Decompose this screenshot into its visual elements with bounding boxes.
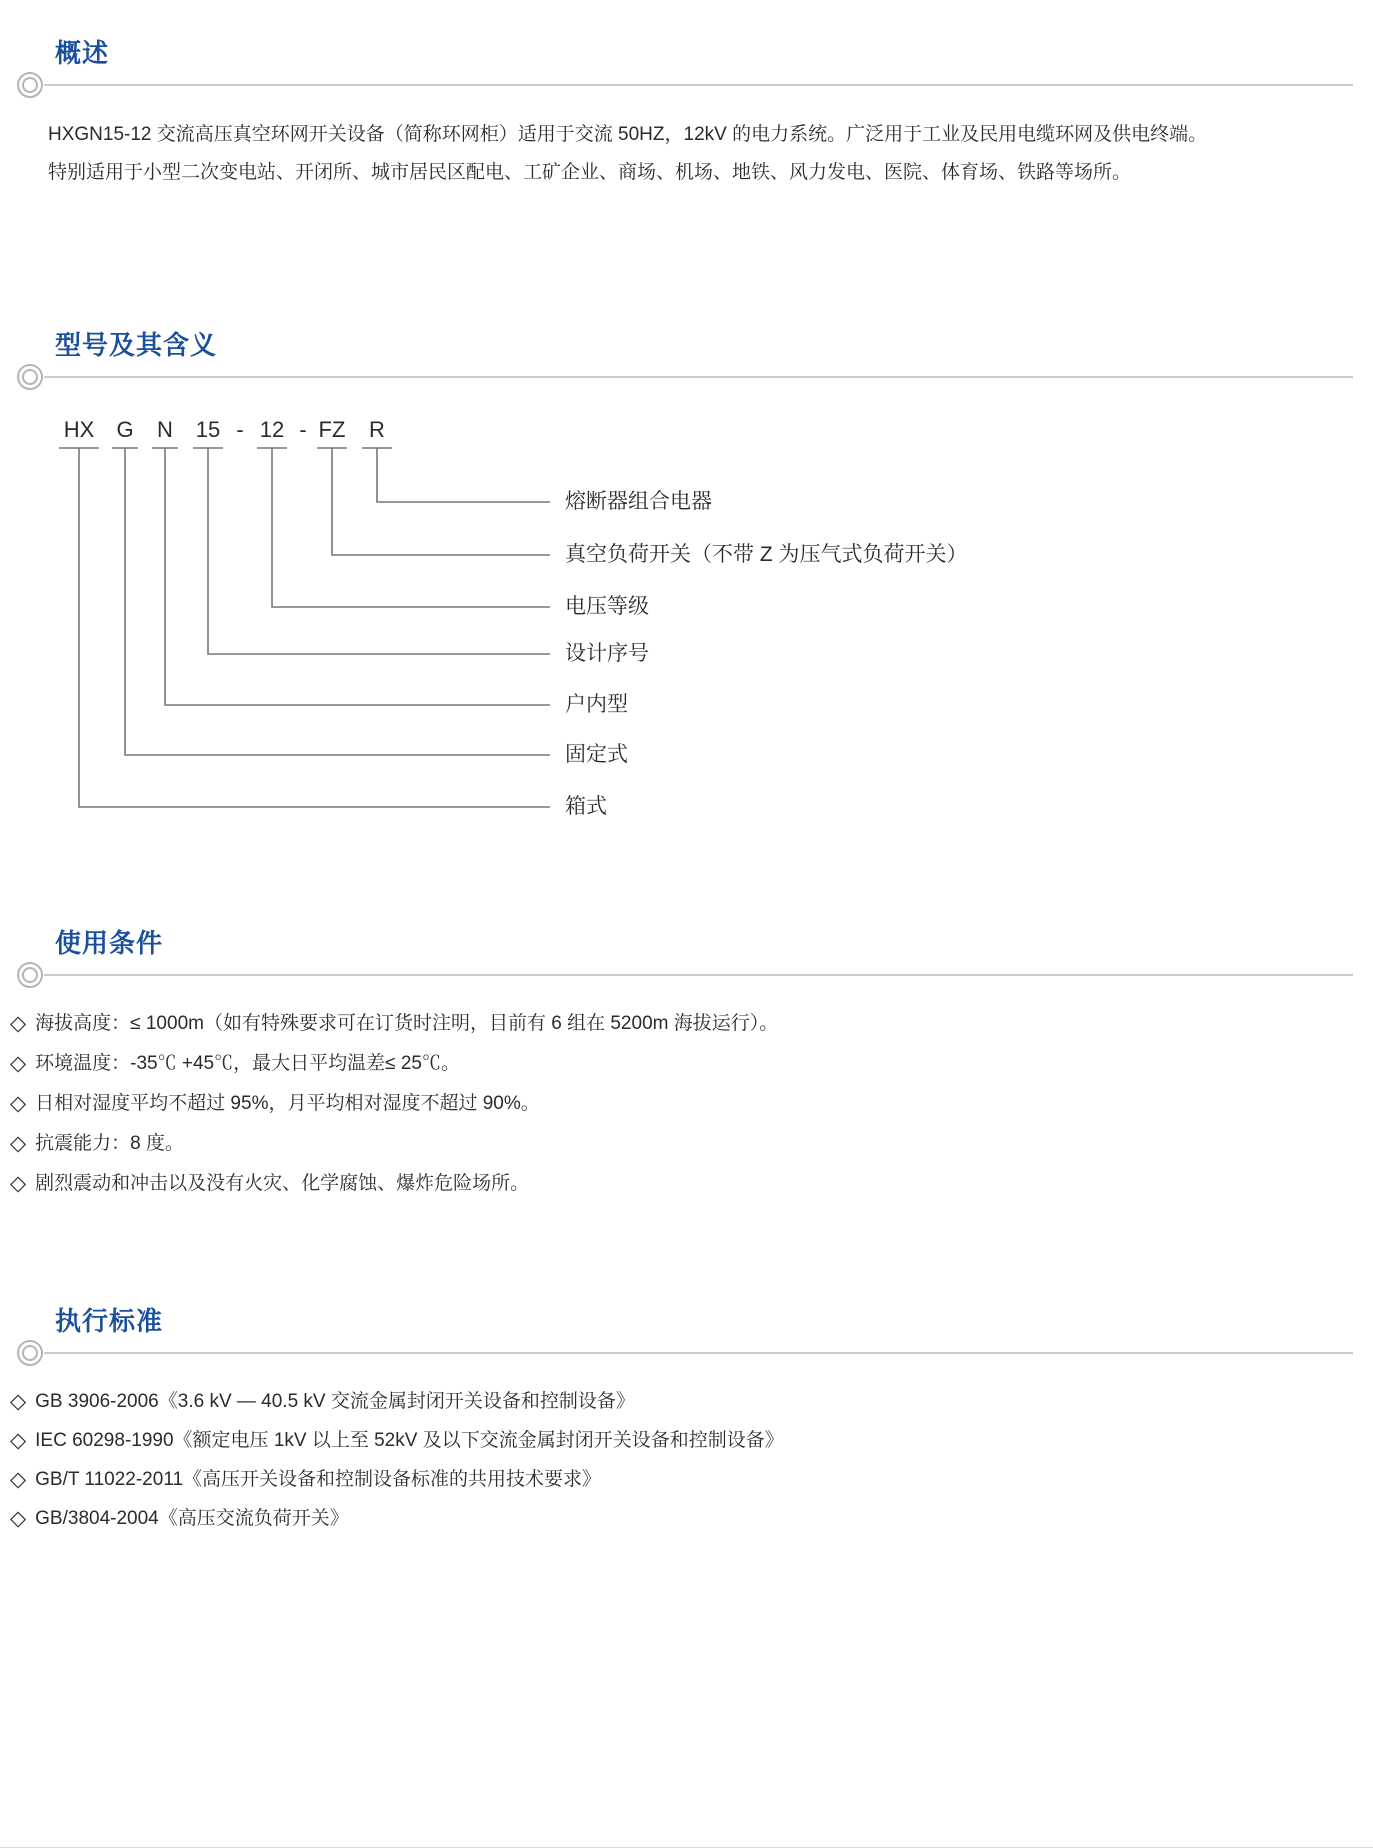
model-code-separator: - [299,417,307,442]
section-divider [0,1340,1373,1366]
model-code-meaning-label: 电压等级 [565,595,649,618]
standard-text: GB/3804-2004《高压交流负荷开关》 [35,1508,349,1529]
list-item [10,1044,1343,1084]
standards-list [0,1382,1373,1538]
list-item [10,1421,1343,1460]
diamond-bullet-icon: ◇ [10,1092,27,1115]
section-model-designation [0,328,1373,838]
list-item [10,1084,1343,1124]
section-divider [0,72,1373,98]
ring-decoration-icon [17,72,43,98]
model-code-separator: - [236,417,244,442]
model-code-part: FZ [318,417,346,442]
model-code-meaning-label: 箱式 [565,795,607,818]
list-item [10,1382,1343,1421]
section-title-model: 型号及其含义 [55,330,218,360]
condition-text: 抗震能力：8 度。 [35,1133,185,1154]
section-title-standards: 执行标准 [55,1306,164,1336]
model-code-part: 15 [195,417,221,442]
section-title-conditions: 使用条件 [55,928,164,958]
standard-text: GB 3906-2006《3.6 kV — 40.5 kV 交流金属封闭开关设备和控制设备》 [35,1391,635,1412]
condition-text: 剧烈震动和冲击以及没有火灾、化学腐蚀、爆炸危险场所。 [35,1173,530,1194]
diamond-bullet-icon: ◇ [10,1507,27,1530]
section-overview [0,36,1373,192]
model-code-meaning-label: 真空负荷开关（不带 Z 为压气式负荷开关） [565,543,968,566]
diamond-bullet-icon: ◇ [10,1172,27,1195]
list-item [10,1460,1343,1499]
divider-line [44,974,1353,976]
condition-text: 环境温度：-35℃ +45℃，最大日平均温差≤ 25℃。 [35,1053,460,1074]
list-item [10,1499,1343,1538]
model-code-part: G [116,417,134,442]
standard-text: IEC 60298-1990《额定电压 1kV 以上至 52kV 及以下交流金属封闭开关设备和控制设备》 [35,1430,784,1451]
model-code-part: R [369,417,385,442]
section-divider [0,364,1373,390]
diamond-bullet-icon: ◇ [10,1052,27,1075]
list-item [10,1124,1343,1164]
model-code-part: 12 [259,417,285,442]
list-item [10,1004,1343,1044]
section-standards [0,1304,1373,1538]
model-code-meaning-label: 固定式 [565,743,628,766]
list-item [10,1164,1343,1204]
diamond-bullet-icon: ◇ [10,1468,27,1491]
condition-text: 日相对湿度平均不超过 95%，月平均相对湿度不超过 90%。 [35,1093,540,1114]
diamond-bullet-icon: ◇ [10,1132,27,1155]
overview-paragraph: 特别适用于小型二次变电站、开闭所、城市居民区配电、工矿企业、商场、机场、地铁、风力发电、医院、体育场、铁路等场所。 [48,162,1132,183]
diamond-bullet-icon: ◇ [10,1390,27,1413]
ring-decoration-icon [17,962,43,988]
section-title-overview: 概述 [55,38,110,68]
ring-decoration-icon [17,364,43,390]
model-code-part: N [157,417,173,442]
section-divider [0,962,1373,988]
model-code-connector-lines [0,408,1373,838]
ring-decoration-icon [17,1340,43,1366]
model-code-diagram [0,408,1373,838]
diamond-bullet-icon: ◇ [10,1429,27,1452]
overview-paragraphs [0,116,1373,192]
condition-text: 海拔高度：≤ 1000m（如有特殊要求可在订货时注明，目前有 6 组在 5200m 海拔运行）。 [35,1013,779,1034]
model-code-part: HX [63,417,95,442]
divider-line [44,376,1353,378]
diamond-bullet-icon: ◇ [10,1012,27,1035]
model-code-meaning-label: 户内型 [565,693,628,716]
model-code-meaning-label: 熔断器组合电器 [565,490,712,513]
divider-line [44,84,1353,86]
model-code-meaning-label: 设计序号 [565,642,649,665]
overview-paragraph: HXGN15-12 交流高压真空环网开关设备（简称环网柜）适用于交流 50HZ，12kV 的电力系统。广泛用于工业及民用电缆环网及供电终端。 [48,124,1208,145]
section-operating-conditions [0,926,1373,1204]
standard-text: GB/T 11022-2011《高压开关设备和控制设备标准的共用技术要求》 [35,1469,602,1490]
divider-line [44,1352,1353,1354]
conditions-list [0,1004,1373,1204]
